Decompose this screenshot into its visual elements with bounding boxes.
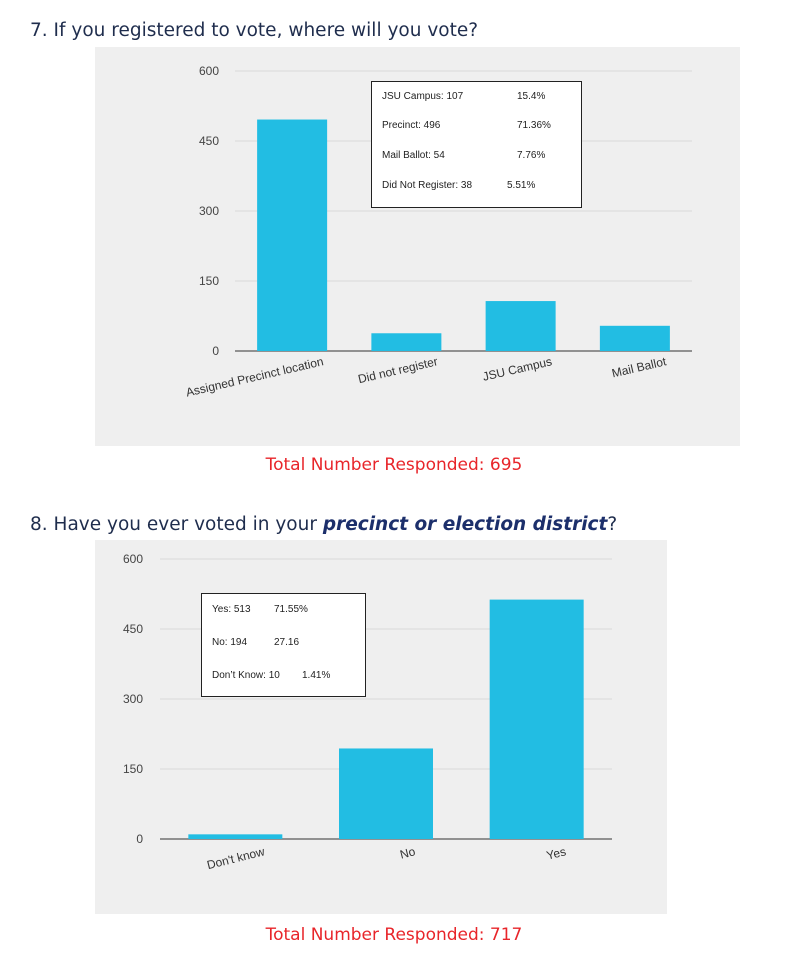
legend-percent: 71.36% [517,120,551,131]
y-tick-label-600: 600 [198,64,219,78]
bar-yes [490,600,584,839]
x-tick-label-don-t-know: Don't know [205,844,267,873]
chart-q8-svg [95,540,667,914]
bar-no [339,748,433,839]
legend-percent: 27.16 [274,637,300,648]
y-tick-label-0: 0 [212,344,219,358]
question-7-text: If you registered to vote, where will you vote? [53,20,479,41]
legend-label: Mail Ballot: 54 [382,150,445,161]
bar-assigned-precinct-location [257,120,327,351]
legend-percent: 15.4% [517,91,546,102]
chart-q7-vote-location [95,47,740,446]
x-tick-label-assigned-precinct-location: Assigned Precinct location [184,354,325,400]
y-tick-label-150: 150 [122,762,143,776]
bar-did-not-register [371,333,441,351]
legend-label: Yes: 513 [212,604,251,615]
chart-q8-voted-in-precinct [95,540,667,914]
question-8-title [30,514,617,535]
legend-label: Precinct: 496 [382,120,441,131]
question-8-number: 8. [30,514,48,535]
x-tick-label-no: No [398,844,417,862]
legend-label: No: 194 [212,637,248,648]
legend-q8-row-dont-know [212,670,331,681]
legend-q8-row-no [212,637,300,648]
y-tick-label-0: 0 [136,832,143,846]
bar-jsu-campus [486,301,556,351]
question-8-text: Have you ever voted in your [53,514,323,535]
bar-don-t-know [188,834,282,839]
question-7-number: 7. [30,20,48,41]
legend-label: Did Not Register: 38 [382,180,473,191]
question-8-emphasis: precinct or election district [322,514,608,535]
legend-label: Don’t Know: 10 [212,670,280,681]
y-tick-label-600: 600 [122,552,143,566]
legend-percent: 5.51% [507,180,536,191]
x-tick-label-did-not-register: Did not register [356,354,440,387]
legend-q7-row-precinct [382,120,551,131]
legend-percent: 71.55% [274,604,308,615]
bar-mail-ballot [600,326,670,351]
x-tick-label-yes: Yes [545,844,568,863]
y-tick-label-450: 450 [198,134,219,148]
legend-q8 [201,593,366,697]
legend-q8-row-yes [212,604,308,615]
question-8-punctuation: ? [607,514,618,535]
y-tick-label-150: 150 [198,274,219,288]
legend-percent: 1.41% [302,670,331,681]
y-tick-label-300: 300 [198,204,219,218]
total-responded-q7: Total Number Responded: 695 [265,455,523,475]
y-tick-label-300: 300 [122,692,143,706]
x-tick-label-mail-ballot: Mail Ballot [610,354,668,381]
legend-label: JSU Campus: 107 [382,91,464,102]
legend-q7-row-did-not-register [382,180,536,191]
legend-q7-row-jsu-campus [382,91,546,102]
y-tick-label-450: 450 [122,622,143,636]
total-responded-q8: Total Number Responded: 717 [265,925,523,945]
legend-q7 [371,81,582,208]
legend-q7-row-mail-ballot [382,150,546,161]
question-7-title [30,20,478,41]
x-tick-label-jsu-campus: JSU Campus [481,354,554,384]
legend-percent: 7.76% [517,150,546,161]
